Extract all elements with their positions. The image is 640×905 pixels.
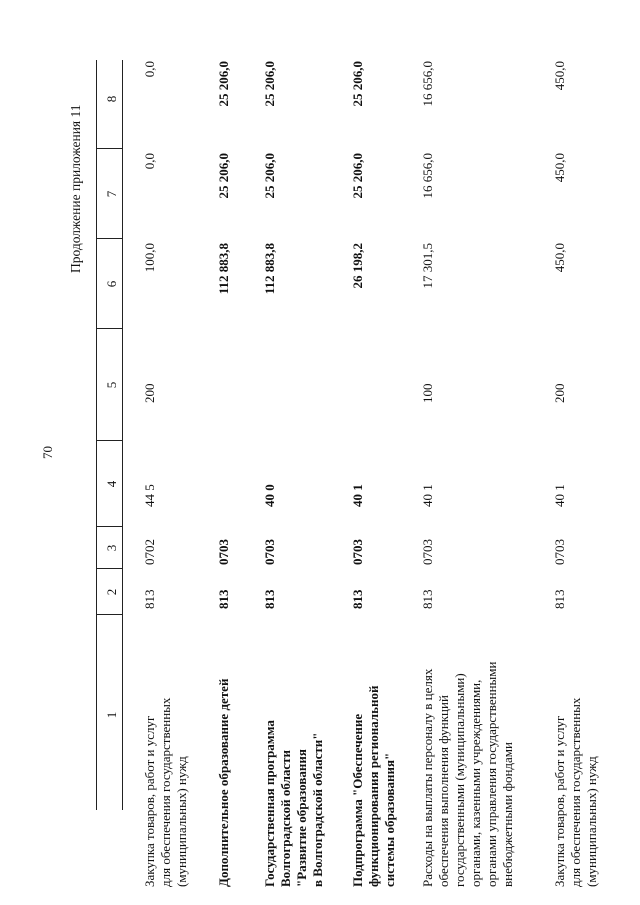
row-description: Расходы на выплаты персоналу в целях обеспечения выполнения функций государственными (муниципальными) органами, казенными учреждениями, органами управления государственными внебюджетными фондами [420, 661, 515, 887]
expense-type-code: 200 [142, 383, 157, 403]
header-top-rule [96, 60, 97, 810]
column-number: 2 [104, 588, 119, 596]
amount-col8: 25 206,0 [216, 61, 231, 107]
ved-code: 813 [552, 589, 567, 609]
amount-col7: 25 206,0 [262, 153, 277, 199]
amount-col6: 112 883,8 [262, 243, 277, 295]
row-description: Закупка товаров, работ и услуг для обеспечения государственных (муниципальных) нужд [142, 697, 189, 887]
amount-col6: 450,0 [552, 243, 567, 273]
amount-col6: 100,0 [142, 243, 157, 273]
section-code: 0703 [216, 539, 231, 565]
amount-col8: 25 206,0 [350, 61, 365, 107]
ved-code: 813 [262, 589, 277, 609]
column-number: 6 [104, 280, 119, 288]
section-code: 0702 [142, 539, 157, 565]
amount-col7: 0,0 [142, 153, 157, 170]
header-bottom-rule [122, 60, 123, 810]
amount-col8: 0,0 [142, 61, 157, 78]
ved-code: 813 [142, 589, 157, 609]
row-description: Государственная программа Волгоградской области "Развитие образования в Волгоградской области" [262, 720, 325, 887]
target-article-code: 44 5 [142, 484, 157, 507]
appendix-continuation-caption: Продолжение приложения 11 [68, 104, 83, 273]
amount-col8: 16 656,0 [420, 61, 435, 107]
amount-col6: 112 883,8 [216, 243, 231, 295]
amount-col7: 16 656,0 [420, 153, 435, 199]
column-number: 5 [104, 381, 119, 389]
target-article-code: 40 1 [350, 484, 365, 507]
row-description: Закупка товаров, работ и услуг для обеспечения государственных (муниципальных) нужд [552, 697, 599, 887]
column-number: 3 [104, 544, 119, 552]
ved-code: 813 [216, 589, 231, 609]
ved-code: 813 [420, 589, 435, 609]
amount-col8: 25 206,0 [262, 61, 277, 107]
target-article-code: 40 0 [262, 484, 277, 507]
column-number: 4 [104, 480, 119, 488]
amount-col7: 450,0 [552, 153, 567, 183]
column-number: 8 [104, 95, 119, 103]
expense-type-code: 100 [420, 383, 435, 403]
amount-col8: 450,0 [552, 61, 567, 91]
amount-col7: 25 206,0 [216, 153, 231, 199]
row-description: Дополнительное образование детей [216, 678, 231, 887]
target-article-code: 40 1 [552, 484, 567, 507]
section-code: 0703 [552, 539, 567, 565]
section-code: 0703 [350, 539, 365, 565]
target-article-code: 40 1 [420, 484, 435, 507]
row-description: Подпрограмма "Обеспечение функционирования региональной системы образования" [350, 685, 397, 887]
section-code: 0703 [420, 539, 435, 565]
ved-code: 813 [350, 589, 365, 609]
page-number: 70 [40, 446, 55, 459]
amount-col6: 26 198,2 [350, 243, 365, 289]
column-number: 1 [104, 711, 119, 719]
column-number: 7 [104, 190, 119, 198]
amount-col6: 17 301,5 [420, 243, 435, 289]
section-code: 0703 [262, 539, 277, 565]
amount-col7: 25 206,0 [350, 153, 365, 199]
expense-type-code: 200 [552, 383, 567, 403]
